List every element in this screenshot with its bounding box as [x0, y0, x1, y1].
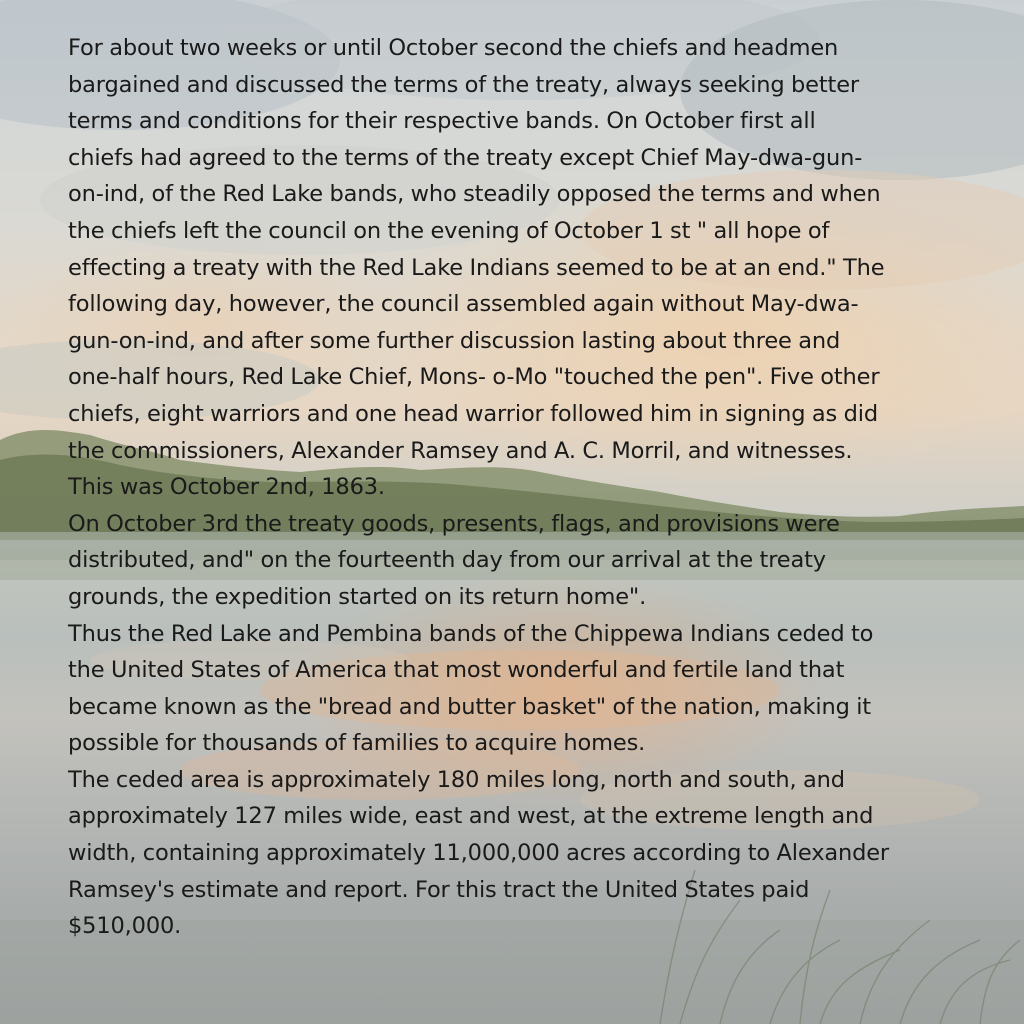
paragraph-ceded-area [68, 762, 968, 945]
text-line: width, containing approximately 11,000,000 acres according to Alexander [68, 840, 890, 867]
text-line: the commissioners, Alexander Ramsey and A. C. Morril, and witnesses. [68, 437, 853, 464]
text-line: For about two weeks or until October second the chiefs and headmen [68, 35, 839, 61]
text-line: on-ind, of the Red Lake bands, who steadily opposed the terms and when [68, 181, 881, 208]
text-line: chiefs had agreed to the terms of the treaty except Chief May-dwa-gun- [68, 144, 863, 171]
text-line: the chiefs left the council on the evening of October 1 st " all hope of [68, 217, 830, 244]
text-line: one-half hours, Red Lake Chief, Mons- o-Mo "touched the pen". Five other [68, 364, 880, 391]
text-line: grounds, the expedition started on its return home". [68, 583, 647, 610]
text-line: The ceded area is approximately 180 miles long, north and south, and [68, 766, 845, 793]
text-line: chiefs, eight warriors and one head warrior followed him in signing as did [68, 400, 878, 427]
text-line: distributed, and" on the fourteenth day from our arrival at the treaty [68, 547, 826, 574]
text-line: Ramsey's estimate and report. For this tract the United States paid [68, 876, 810, 903]
paragraph-land-ceded [68, 616, 968, 762]
text-line: possible for thousands of families to acquire homes. [68, 730, 646, 757]
text-line: terms and conditions for their respective bands. On October first all [68, 108, 816, 135]
text-line: gun-on-ind, and after some further discussion lasting about three and [68, 327, 841, 354]
text-line: following day, however, the council assembled again without May-dwa- [68, 291, 859, 318]
document-body [68, 30, 968, 945]
text-line: bargained and discussed the terms of the treaty, always seeking better [68, 71, 859, 98]
text-line: This was October 2nd, 1863. [68, 474, 385, 501]
text-line: became known as the "bread and butter basket" of the nation, making it [68, 693, 871, 720]
paragraph-treaty-negotiations [68, 30, 968, 506]
text-line: approximately 127 miles wide, east and west, at the extreme length and [68, 803, 874, 830]
text-line: $510,000. [68, 913, 182, 940]
text-line: the United States of America that most wonderful and fertile land that [68, 657, 845, 684]
text-line: On October 3rd the treaty goods, presents, flags, and provisions were [68, 510, 840, 537]
text-line: effecting a treaty with the Red Lake Indians seemed to be at an end." The [68, 254, 885, 281]
text-line: Thus the Red Lake and Pembina bands of the Chippewa Indians ceded to [68, 620, 874, 647]
paragraph-treaty-goods [68, 506, 968, 616]
